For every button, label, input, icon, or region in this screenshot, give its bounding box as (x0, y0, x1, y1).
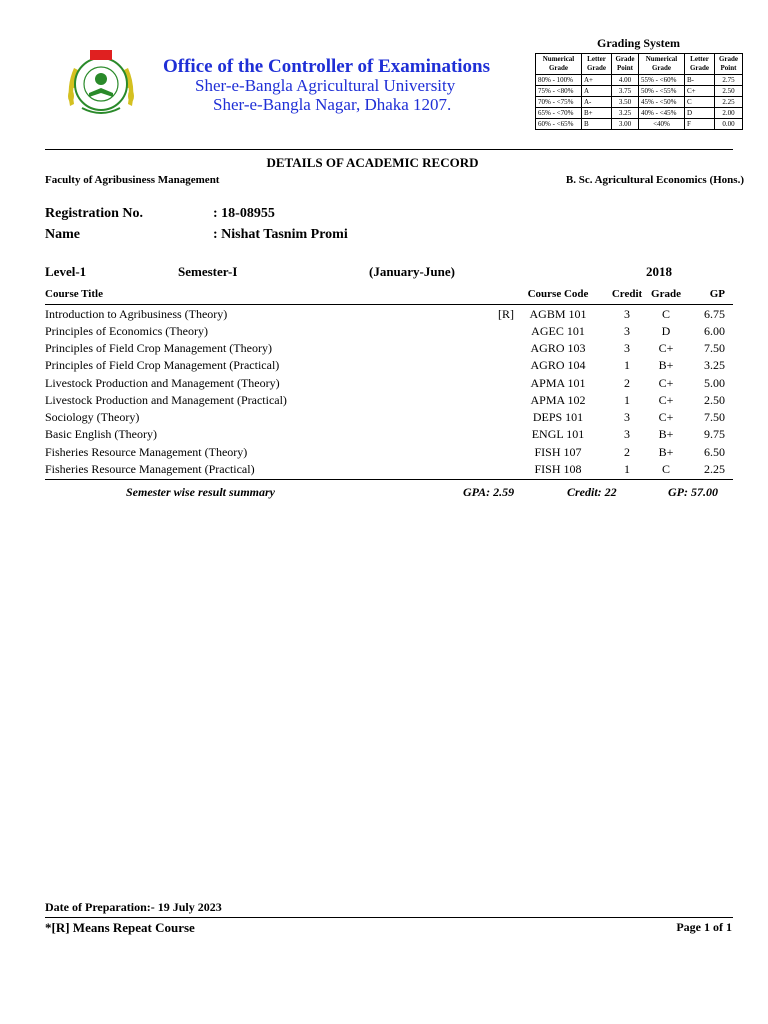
registration-value: : 18-08955 (213, 206, 275, 221)
level-label: Level-1 (45, 264, 87, 279)
summary-credit: Credit: 22 (567, 485, 617, 499)
grading-header-cell: Letter Grade (582, 54, 612, 75)
grading-cell: 45% - <50% (639, 97, 685, 108)
course-title: Sociology (Theory) (45, 410, 140, 424)
grading-row (536, 75, 743, 86)
course-credit: 2 (624, 376, 630, 390)
course-code: AGEC 101 (531, 324, 585, 338)
course-title: Principles of Field Crop Management (Theory) (45, 341, 272, 355)
program-name: B. Sc. Agricultural Economics (Hons.) (565, 174, 744, 186)
grading-cell: C+ (685, 86, 715, 97)
grading-cell: 50% - <55% (639, 86, 685, 97)
grading-system (535, 36, 742, 130)
course-title: Basic English (Theory) (45, 427, 157, 441)
table-top-divider (45, 304, 733, 305)
record-title: DETAILS OF ACADEMIC RECORD (266, 155, 479, 170)
semester-year: 2018 (646, 264, 672, 279)
course-code: DEPS 101 (532, 410, 584, 424)
grading-cell: 4.00 (612, 75, 639, 86)
course-table-header (45, 288, 733, 305)
semester-label: Semester-I (178, 264, 238, 279)
course-grade: C (661, 462, 670, 476)
course-title: Livestock Production and Management (Practical) (45, 393, 287, 407)
grading-header-cell: Numerical Grade (536, 54, 582, 75)
header-course-code: Course Code (527, 288, 589, 300)
course-grade: B+ (658, 358, 674, 372)
course-credit: 3 (624, 307, 630, 321)
course-row (45, 341, 733, 358)
course-grade: C+ (658, 376, 674, 390)
course-grade: C+ (658, 393, 674, 407)
header-gp: GP (709, 288, 725, 300)
course-gp: 7.50 (704, 410, 725, 424)
repeat-mark: [R] (498, 307, 514, 321)
grading-cell: 70% - <75% (536, 97, 582, 108)
course-grade: C (661, 307, 670, 321)
grading-cell: 55% - <60% (639, 75, 685, 86)
course-row (45, 307, 733, 324)
course-gp: 6.00 (704, 324, 725, 338)
grading-cell: 3.75 (612, 86, 639, 97)
course-credit: 3 (624, 427, 630, 441)
grading-cell: 2.50 (715, 86, 743, 97)
course-title: Fisheries Resource Management (Theory) (45, 445, 248, 459)
grading-row (536, 108, 743, 119)
course-code: FISH 107 (534, 445, 582, 459)
grading-cell: C (685, 97, 715, 108)
course-credit: 3 (624, 324, 630, 338)
course-credit: 1 (624, 462, 630, 476)
name-label: Name (45, 227, 80, 242)
header-course-title: Course Title (45, 288, 103, 300)
course-credit: 2 (624, 445, 630, 459)
course-row (45, 427, 733, 444)
course-title: Introduction to Agribusiness (Theory) (45, 307, 228, 321)
course-credit: 1 (624, 358, 630, 372)
footer-divider (45, 917, 733, 918)
grading-header-cell: Grade Point (715, 54, 743, 75)
grading-cell: A (582, 86, 612, 97)
grading-row (536, 119, 743, 130)
grading-cell: B+ (582, 108, 612, 119)
grading-cell: 2.00 (715, 108, 743, 119)
course-title: Livestock Production and Management (Theory) (45, 376, 280, 390)
university-address: Sher-e-Bangla Nagar, Dhaka 1207. (213, 95, 452, 114)
course-row (45, 358, 733, 375)
course-code: AGBM 101 (529, 307, 587, 321)
course-gp: 6.75 (704, 307, 725, 321)
course-grade: D (661, 324, 671, 338)
course-code: APMA 101 (530, 376, 586, 390)
grading-cell: 65% - <70% (536, 108, 582, 119)
course-title: Principles of Field Crop Management (Practical) (45, 358, 280, 372)
course-row (45, 376, 733, 393)
course-title: Fisheries Resource Management (Practical) (45, 462, 255, 476)
semester-period: (January-June) (369, 264, 455, 279)
grading-table (535, 53, 743, 130)
grading-cell: B- (685, 75, 715, 86)
grading-cell: D (685, 108, 715, 119)
course-grade: C+ (658, 341, 674, 355)
grading-header-cell: Numerical Grade (639, 54, 685, 75)
grading-cell: 60% - <65% (536, 119, 582, 130)
grading-row (536, 86, 743, 97)
grading-cell: 2.75 (715, 75, 743, 86)
course-row (45, 410, 733, 427)
university-logo (62, 46, 140, 120)
course-code: AGRO 104 (530, 358, 586, 372)
grading-cell: 3.25 (612, 108, 639, 119)
course-row (45, 393, 733, 410)
course-title: Principles of Economics (Theory) (45, 324, 208, 338)
grading-cell: <40% (639, 119, 685, 130)
registration-label: Registration No. (45, 206, 143, 221)
repeat-course-note: *[R] Means Repeat Course (45, 920, 195, 935)
table-bottom-divider (45, 479, 733, 480)
course-code: AGRO 103 (530, 341, 586, 355)
grading-header-row (536, 54, 743, 75)
grading-cell: B (582, 119, 612, 130)
course-gp: 9.75 (704, 427, 725, 441)
faculty-name: Faculty of Agribusiness Management (45, 174, 220, 186)
summary-gp: GP: 57.00 (668, 485, 718, 499)
course-gp: 5.00 (704, 376, 725, 390)
name-value: : Nishat Tasnim Promi (213, 227, 348, 242)
summary-label: Semester wise result summary (126, 485, 276, 499)
course-gp: 2.25 (704, 462, 725, 476)
course-credit: 3 (624, 410, 630, 424)
header-credit: Credit (611, 288, 643, 300)
course-grade: B+ (658, 445, 674, 459)
grading-cell: A+ (582, 75, 612, 86)
grading-cell: 0.00 (715, 119, 743, 130)
university-name: Sher-e-Bangla Agricultural University (195, 76, 456, 95)
course-code: ENGL 101 (531, 427, 585, 441)
course-row (45, 324, 733, 341)
grading-cell: 75% - <80% (536, 86, 582, 97)
course-gp: 2.50 (704, 393, 725, 407)
course-gp: 7.50 (704, 341, 725, 355)
grading-header-cell: Grade Point (612, 54, 639, 75)
course-code: FISH 108 (534, 462, 582, 476)
grading-system-title: Grading System (596, 36, 680, 50)
header-divider (45, 149, 733, 150)
grading-header-cell: Letter Grade (685, 54, 715, 75)
course-code: APMA 102 (530, 393, 586, 407)
course-grade: B+ (658, 427, 674, 441)
grading-cell: A- (582, 97, 612, 108)
course-gp: 6.50 (704, 445, 725, 459)
grading-cell: 40% - <45% (639, 108, 685, 119)
summary-gpa: GPA: 2.59 (463, 485, 515, 499)
course-row (45, 445, 733, 462)
date-of-preparation: Date of Preparation:- 19 July 2023 (45, 900, 222, 914)
course-credit: 1 (624, 393, 630, 407)
header-grade: Grade (651, 288, 681, 300)
course-grade: C+ (658, 410, 674, 424)
course-gp: 3.25 (704, 358, 725, 372)
grading-cell: F (685, 119, 715, 130)
grading-cell: 3.00 (612, 119, 639, 130)
grading-cell: 3.50 (612, 97, 639, 108)
page-number: Page 1 of 1 (676, 920, 732, 934)
course-credit: 3 (624, 341, 630, 355)
office-title: Office of the Controller of Examinations (163, 56, 491, 77)
course-row (45, 462, 733, 479)
grading-cell: 2.25 (715, 97, 743, 108)
grading-row (536, 97, 743, 108)
grading-cell: 80% - 100% (536, 75, 582, 86)
